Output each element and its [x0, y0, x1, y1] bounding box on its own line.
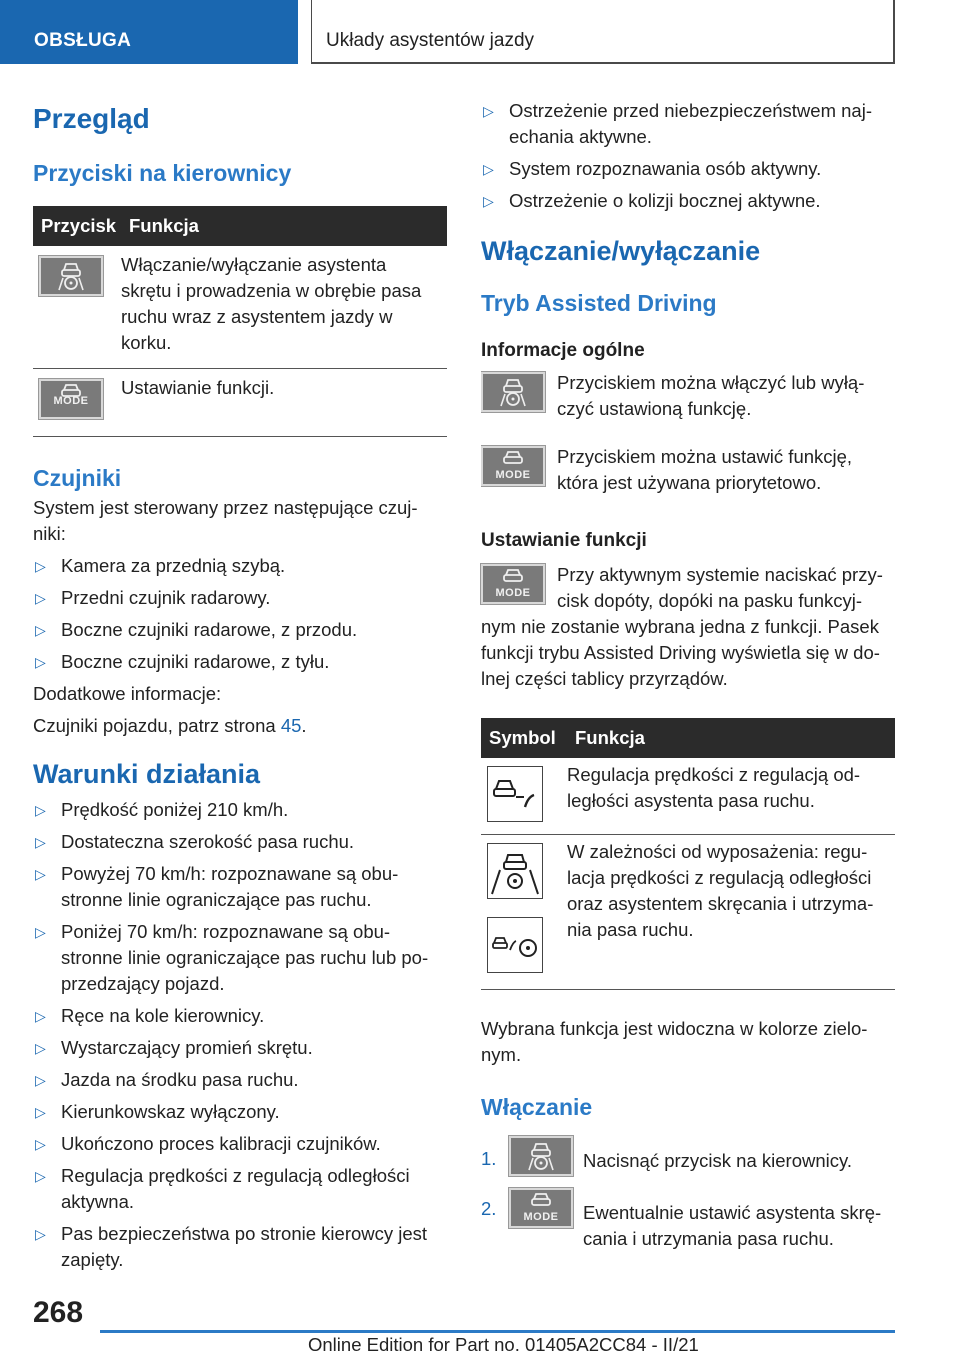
mode-label: MODE	[495, 469, 531, 481]
buttons-table	[33, 206, 447, 437]
list-item: ▷ Boczne czujniki radarowe, z tyłu.	[33, 649, 447, 675]
list-item: ▷ Kierunkowskaz wyłączony.	[33, 1099, 447, 1125]
bullet-icon	[33, 1131, 61, 1157]
chapter-tab	[311, 0, 895, 64]
step-1: 1. Nacisnąć przycisk na kierownicy.	[481, 1136, 895, 1176]
table-cell-function: Włączanie/wyłączanie asystenta skrętu i prowadzenia w obrębie pasa ruchu wraz z asystentem jazdy w korku.	[121, 246, 447, 369]
steering-assist-button-icon	[39, 256, 103, 296]
bullet-icon	[33, 617, 61, 643]
list-item: ▷ Jazda na środku pasa ruchu.	[33, 1067, 447, 1093]
sensors-list	[33, 553, 447, 675]
acc-distance-symbol-icon	[487, 766, 543, 822]
bullet-icon	[33, 919, 61, 997]
mode-label: MODE	[495, 587, 531, 599]
list-item: ▷ Przedni czujnik radarowy.	[33, 585, 447, 611]
bullet-icon	[33, 649, 61, 675]
list-item: ▷ Poniżej 70 km/h: rozpoznawane są obu-stronne linie ograniczające pas ruchu lub po-przedzający pojazd.	[33, 919, 447, 997]
bullet-icon	[481, 156, 509, 182]
general-para-2: MODE Przyciskiem można ustawić funkcję, która jest używana priorytetowo.	[481, 444, 895, 496]
green-note: Wybrana funkcja jest widoczna w kolorze zielo-nym.	[481, 1018, 868, 1065]
footer-edition: Online Edition for Part no. 01405A2CC84 - II/21	[308, 1334, 699, 1355]
bullet-icon	[33, 861, 61, 913]
features-list	[481, 98, 895, 214]
additional-info: Dodatkowe informacje:	[33, 683, 222, 704]
step-2: 2. MODE Ewentualnie ustawić asystenta skrę-cania i utrzymania pasa ruchu.	[481, 1188, 895, 1252]
table-cell-function: Regulacja prędkości z regulacją od-ległości asystenta pasa ruchu.	[567, 758, 895, 835]
table-header-symbol: Symbol	[481, 718, 567, 758]
general-para-1: Przyciskiem można włączyć lub wyłą-czyć ustawioną funkcję.	[481, 370, 895, 422]
page-title: Przegląd	[33, 103, 150, 134]
bullet-icon	[33, 1003, 61, 1029]
mode-label: MODE	[523, 1211, 559, 1223]
section-title: OBSŁUGA	[34, 30, 132, 51]
acc-steering-symbol-icon	[487, 917, 543, 973]
table-cell-function: W zależności od wyposażenia: regu-lacja prędkości z regulacją odległości oraz asystentem skręcania i utrzyma-nia pasa ruchu.	[567, 835, 895, 990]
bullet-icon	[33, 829, 61, 855]
bullet-icon	[33, 553, 61, 579]
list-item: ▷ Kamera za przednią szybą.	[33, 553, 447, 579]
footer-divider	[100, 1330, 895, 1333]
bullet-icon	[33, 585, 61, 611]
list-item: ▷ Prędkość poniżej 210 km/h.	[33, 797, 447, 823]
list-item: ▷ Ukończono proces kalibracji czujników.	[33, 1131, 447, 1157]
mode-button-icon	[481, 564, 545, 604]
table-row	[33, 246, 447, 369]
chapter-title: Układy asystentów jazdy	[326, 30, 535, 51]
mode-button-icon	[509, 1188, 573, 1228]
right-column	[481, 98, 895, 1252]
list-item: ▷ Wystarczający promień skrętu.	[33, 1035, 447, 1061]
list-item: ▷ Ostrzeżenie przed niebezpieczeństwem naj-echania aktywne.	[481, 98, 895, 150]
bullet-icon	[33, 1163, 61, 1215]
buttons-heading: Przyciski na kierownicy	[33, 160, 292, 186]
bullet-icon	[481, 98, 509, 150]
setting-para: MODE Przy aktywnym systemie naciskać przy-cisk dopóty, dopóki na pasku funkcyj- nym nie zostanie wybrana jedna z funkcji. Pasek funkcji trybu Assisted Driving wyświetla się w do-lnej części tablicy przyrządów.	[481, 564, 883, 689]
table-row	[481, 835, 895, 990]
bullet-icon	[33, 1035, 61, 1061]
table-header-function: Funkcja	[567, 718, 895, 758]
page-number: 268	[33, 1296, 84, 1329]
steering-assist-button-icon	[481, 372, 545, 412]
mode-button-icon	[39, 379, 103, 419]
sensors-reference: Czujniki pojazdu, patrz strona 45.	[33, 715, 307, 736]
step-number: 2.	[481, 1198, 497, 1219]
steering-assist-button-icon	[509, 1136, 573, 1176]
mode-heading: Tryb Assisted Driving	[481, 290, 717, 316]
symbol-table	[481, 718, 895, 990]
setting-heading: Ustawianie funkcji	[481, 530, 647, 551]
on-heading: Włączanie	[481, 1094, 593, 1120]
general-heading: Informacje ogólne	[481, 340, 645, 361]
left-column	[33, 100, 447, 1273]
mode-label: MODE	[53, 395, 89, 407]
table-row	[481, 758, 895, 835]
page-link[interactable]: 45	[280, 715, 302, 736]
list-item: ▷ Ręce na kole kierownicy.	[33, 1003, 447, 1029]
list-item: ▷ System rozpoznawania osób aktywny.	[481, 156, 895, 182]
table-row	[33, 369, 447, 437]
lane-steering-symbol-icon	[487, 843, 543, 899]
bullet-icon	[33, 1099, 61, 1125]
conditions-heading: Warunki działania	[33, 759, 261, 789]
table-header-function: Funkcja	[121, 206, 447, 246]
list-item: ▷ Ostrzeżenie o kolizji bocznej aktywne.	[481, 188, 895, 214]
list-item: ▷ Dostateczna szerokość pasa ruchu.	[33, 829, 447, 855]
list-item: ▷ Pas bezpieczeństwa po stronie kierowcy jest zapięty.	[33, 1221, 447, 1273]
list-item: ▷ Boczne czujniki radarowe, z przodu.	[33, 617, 447, 643]
sensors-intro: System jest sterowany przez następujące czuj-niki:	[33, 497, 418, 544]
bullet-icon	[33, 1221, 61, 1273]
bullet-icon	[33, 1067, 61, 1093]
mode-button-icon	[481, 446, 545, 486]
table-header-button: Przycisk	[33, 206, 121, 246]
bullet-icon	[33, 797, 61, 823]
bullet-icon	[481, 188, 509, 214]
list-item: ▷ Powyżej 70 km/h: rozpoznawane są obu-stronne linie ograniczające pas ruchu.	[33, 861, 447, 913]
onoff-heading: Włączanie/wyłączanie	[481, 236, 761, 266]
table-cell-function: Ustawianie funkcji.	[121, 369, 447, 437]
section-tab	[0, 0, 298, 64]
conditions-list	[33, 797, 447, 1273]
sensors-heading: Czujniki	[33, 465, 122, 491]
step-number: 1.	[481, 1148, 497, 1169]
list-item: ▷ Regulacja prędkości z regulacją odległości aktywna.	[33, 1163, 447, 1215]
